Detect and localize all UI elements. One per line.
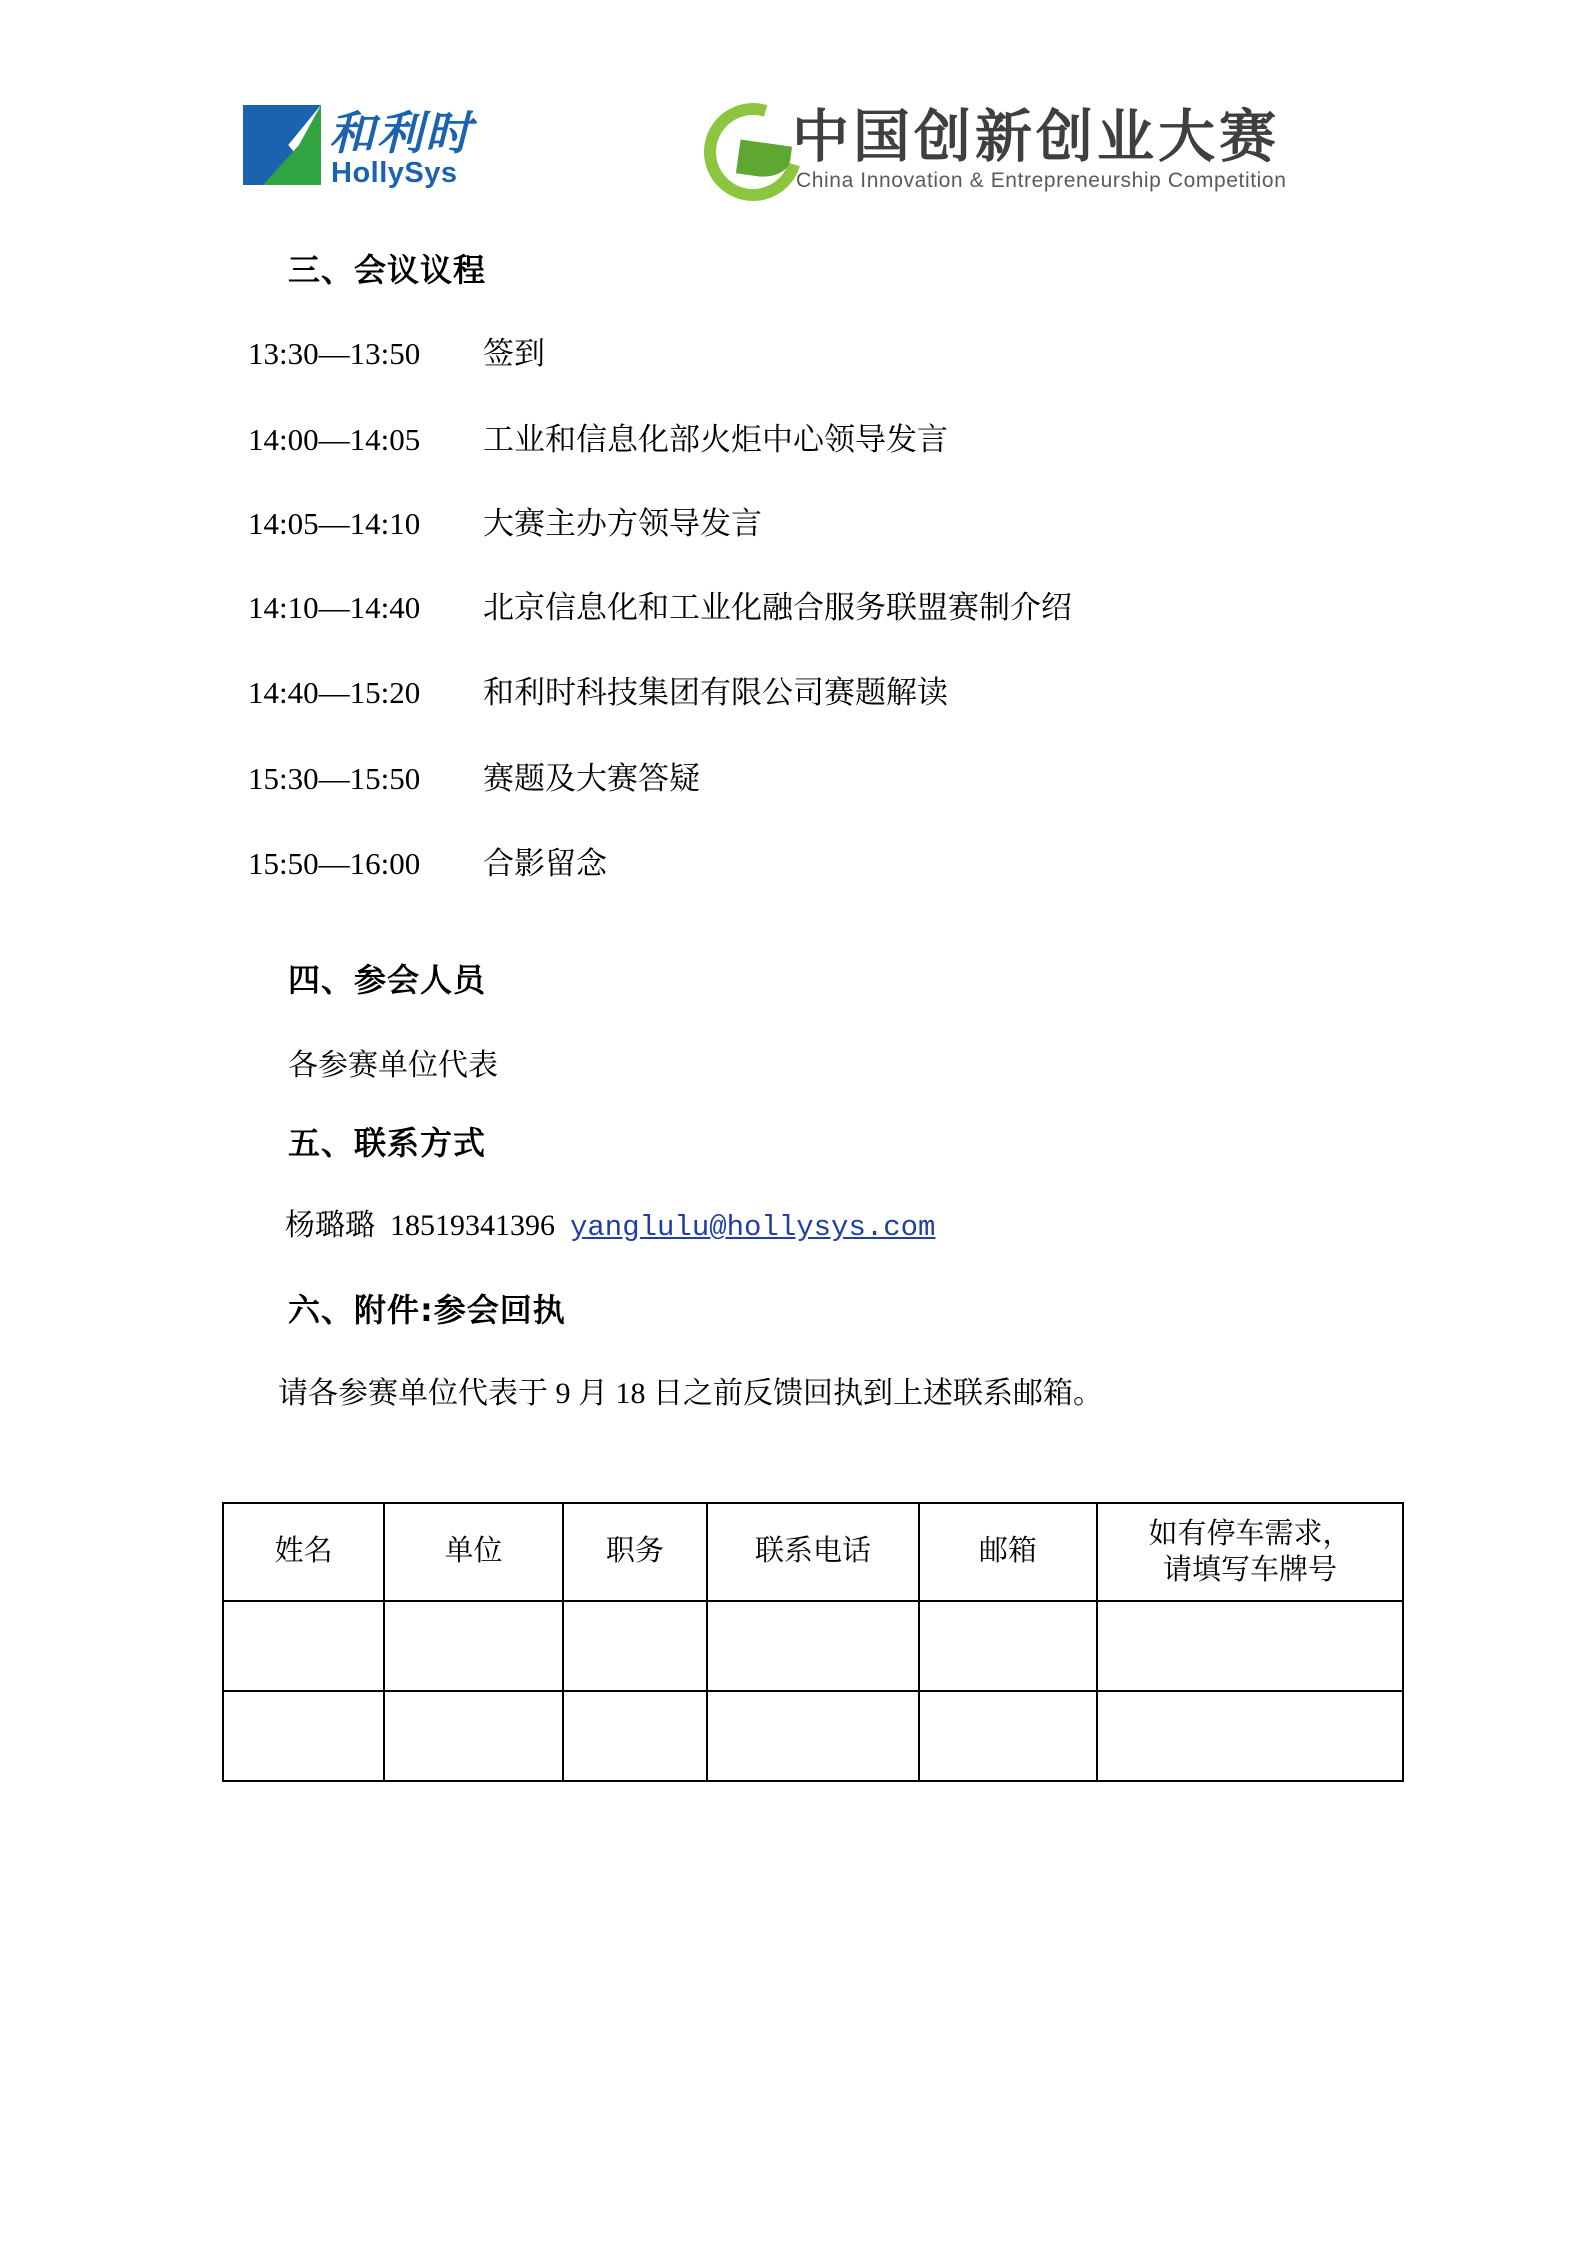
agenda-item: 和利时科技集团有限公司赛题解读 [483, 675, 948, 710]
table-header-phone: 联系电话 [707, 1503, 919, 1601]
agenda-item: 合影留念 [483, 846, 607, 881]
agenda-time: 14:05—14:10 [248, 506, 421, 541]
hollysys-logo [243, 95, 533, 220]
attachment-heading: 六、附件:参会回执 [288, 1291, 566, 1329]
agenda-heading: 三、会议议程 [288, 251, 487, 289]
agenda-time: 15:30—15:50 [248, 761, 421, 796]
agenda-time: 14:10—14:40 [248, 590, 421, 625]
hollysys-chinese-name: 和利时 [329, 106, 473, 160]
table-header-email: 邮箱 [919, 1503, 1097, 1601]
agenda-item: 签到 [483, 336, 545, 371]
table-header-parking-line1: 如有停车需求， [1148, 1517, 1352, 1550]
attendees-heading: 四、参会人员 [288, 961, 487, 999]
attachment-note: 请各参赛单位代表于 9 月 18 日之前反馈回执到上述联系邮箱。 [278, 1377, 1103, 1410]
cell-name[interactable] [223, 1691, 384, 1781]
agenda-row [248, 328, 1448, 374]
cell-phone[interactable] [707, 1601, 919, 1691]
table-header-name: 姓名 [223, 1503, 384, 1601]
competition-chinese-name: 中国创新创业大赛 [792, 104, 1280, 170]
attendees-text: 各参赛单位代表 [288, 1049, 498, 1082]
cell-parking[interactable] [1097, 1691, 1403, 1781]
contact-heading: 五、联系方式 [288, 1124, 487, 1162]
cell-position[interactable] [563, 1691, 708, 1781]
ciec-swoosh-icon [700, 99, 792, 187]
document-header [0, 95, 1587, 225]
agenda-time: 13:30—13:50 [248, 336, 421, 371]
agenda-time: 14:00—14:05 [248, 422, 421, 457]
contact-name: 杨璐璐 [285, 1209, 375, 1242]
contact-email-link[interactable]: yanglulu@hollysys.com [570, 1211, 936, 1244]
agenda-item: 大赛主办方领导发言 [483, 506, 762, 541]
table-header-company: 单位 [384, 1503, 562, 1601]
cell-parking[interactable] [1097, 1601, 1403, 1691]
cell-position[interactable] [563, 1601, 708, 1691]
table-header-row [223, 1503, 1403, 1601]
table-header-parking [1097, 1503, 1403, 1601]
table-header-parking-line2: 请填写车牌号 [1162, 1554, 1337, 1586]
cell-company[interactable] [384, 1601, 562, 1691]
contact-line [285, 1200, 935, 1244]
agenda-item: 工业和信息化部火炬中心领导发言 [483, 422, 948, 457]
agenda-item: 赛题及大赛答疑 [483, 761, 700, 796]
agenda-row [248, 414, 1448, 460]
cell-email[interactable] [919, 1601, 1097, 1691]
cell-email[interactable] [919, 1691, 1097, 1781]
competition-logo [700, 95, 1360, 220]
competition-english-name: China Innovation & Entrepreneurship Competition [796, 169, 1287, 192]
agenda-row [248, 753, 1448, 799]
contact-phone: 18519341396 [390, 1209, 555, 1242]
hollysys-arrow-icon [243, 105, 321, 185]
agenda-time: 14:40—15:20 [248, 675, 421, 710]
table-row[interactable] [223, 1601, 1403, 1691]
table-row[interactable] [223, 1691, 1403, 1781]
cell-phone[interactable] [707, 1691, 919, 1781]
table-header-position: 职务 [563, 1503, 708, 1601]
receipt-table [222, 1502, 1404, 1782]
agenda-row [248, 498, 1448, 544]
cell-name[interactable] [223, 1601, 384, 1691]
agenda-row [248, 838, 1448, 884]
cell-company[interactable] [384, 1691, 562, 1781]
agenda-row [248, 667, 1448, 713]
hollysys-english-name: HollySys [331, 157, 458, 189]
agenda-row [248, 582, 1448, 628]
agenda-item: 北京信息化和工业化融合服务联盟赛制介绍 [483, 590, 1072, 625]
agenda-time: 15:50—16:00 [248, 846, 421, 881]
